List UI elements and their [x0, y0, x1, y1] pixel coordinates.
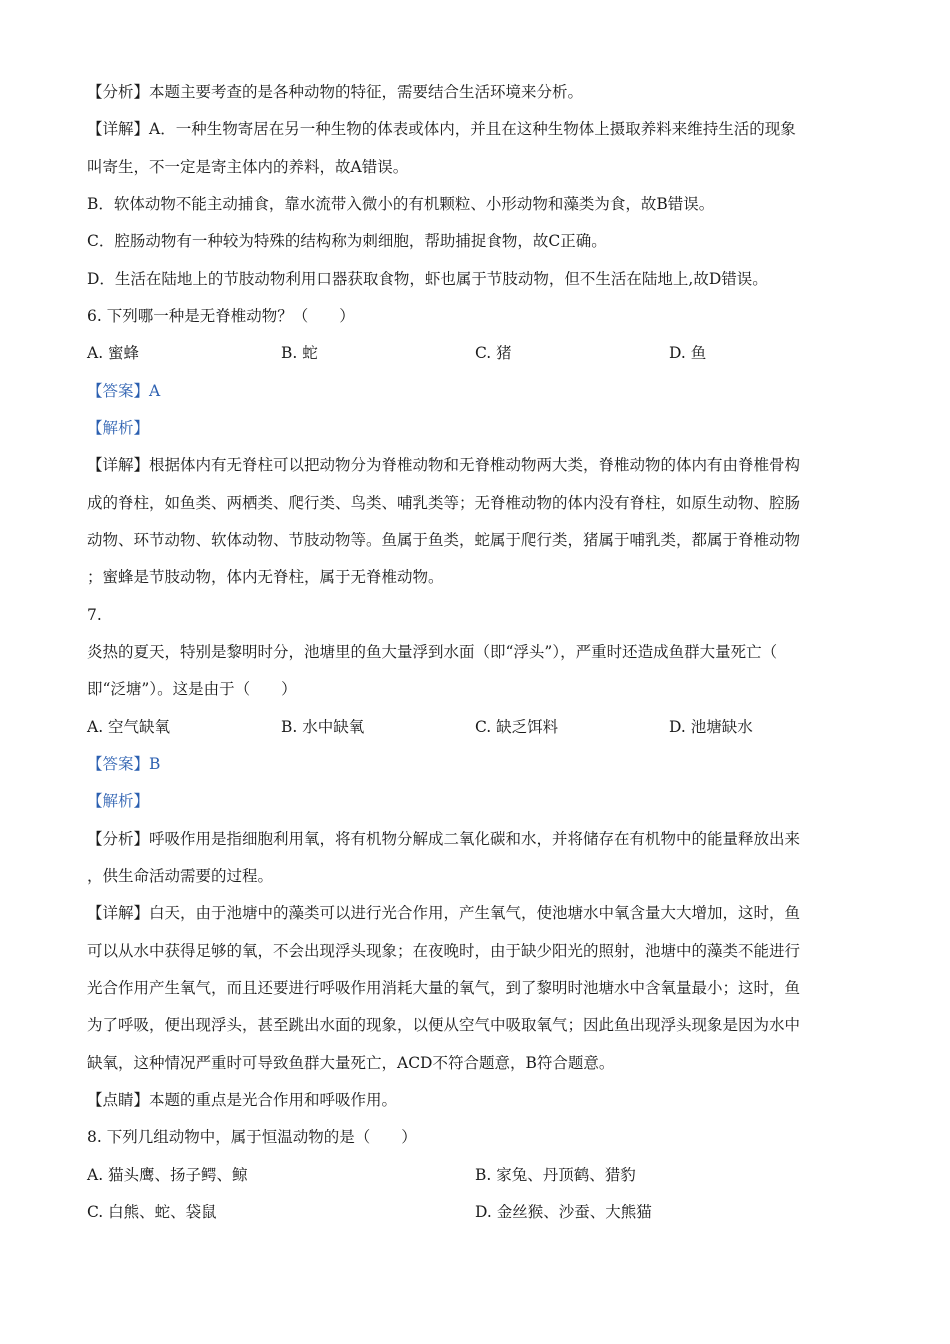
question-7-detail-2: 可以从水中获得足够的氧，不会出现浮头现象；在夜晚时，由于缺少阳光的照射，池塘中的藻类不能进行 [87, 942, 801, 960]
detail-line-q5-a: 【详解】A．一种生物寄居在另一种生物的体表或体内，并且在这种生物体上摄取养料来维持生活的现象 [87, 120, 796, 138]
option-d: D. 金丝猴、沙蚕、大熊猫 [475, 1203, 652, 1221]
detail-line-q5-c: C．腔肠动物有一种较为特殊的结构称为刺细胞，帮助捕捉食物，故C正确。 [87, 232, 607, 250]
option-b: B. 水中缺氧 [281, 718, 365, 736]
question-8-stem: 8. 下列几组动物中，属于恒温动物的是（ ） [87, 1128, 417, 1146]
option-c: C. 缺乏饵料 [475, 718, 559, 736]
question-7-analysis-1: 【分析】呼吸作用是指细胞利用氧，将有机物分解成二氧化碳和水，并将储存在有机物中的能量释放出来 [87, 830, 801, 848]
question-6-answer [87, 381, 867, 401]
question-6-detail-2: 成的脊柱，如鱼类、两栖类、爬行类、鸟类、哺乳类等；无脊椎动物的体内没有脊柱，如原生动物、腔肠 [87, 494, 801, 512]
question-7-analysis-label: 【解析】 [87, 792, 150, 810]
question-6-options [87, 343, 867, 363]
question-7-stem-2: 即“泛塘”）。这是由于（ ） [87, 680, 297, 698]
option-d: D. 鱼 [669, 344, 707, 362]
option-b: B. 蛇 [281, 344, 318, 362]
option-a: A. 猫头鹰、扬子鳄、鲸 [87, 1166, 248, 1184]
detail-line-q5-a-cont: 叫寄生，不一定是寄主体内的养料，故A错误。 [87, 158, 409, 176]
answer-label: 【答案】B [87, 755, 161, 773]
question-7-stem-1: 炎热的夏天，特别是黎明时分，池塘里的鱼大量浮到水面（即“浮头”），严重时还造成鱼群大量死亡（ [87, 643, 778, 661]
detail-line-q5-b: B．软体动物不能主动捕食，靠水流带入微小的有机颗粒、小形动物和藻类为食，故B错误。 [87, 195, 715, 213]
option-a: A. 空气缺氧 [87, 718, 171, 736]
question-7-answer [87, 754, 867, 774]
answer-label: 【答案】A [87, 382, 161, 400]
option-a: A. 蜜蜂 [87, 344, 140, 362]
question-6-stem: 6. 下列哪一种是无脊椎动物？（ ） [87, 307, 355, 325]
detail-line-q5-d: D．生活在陆地上的节肢动物利用口器获取食物，虾也属于节肢动物，但不生活在陆地上,故D错误。 [87, 270, 768, 288]
question-8-options-row-1 [87, 1165, 867, 1185]
question-7-detail-1: 【详解】白天，由于池塘中的藻类可以进行光合作用，产生氧气，使池塘水中氧含量大大增加，这时，鱼 [87, 904, 801, 922]
question-7-detail-3: 光合作用产生氧气，而且还要进行呼吸作用消耗大量的氧气，到了黎明时池塘水中含氧量最小；这时，鱼 [87, 979, 801, 997]
analysis-line-q5: 【分析】本题主要考查的是各种动物的特征，需要结合生活环境来分析。 [87, 83, 584, 101]
question-7-analysis-2: ，供生命活动需要的过程。 [87, 867, 274, 885]
question-7-detail-5: 缺氧，这种情况严重时可导致鱼群大量死亡，ACD不符合题意，B符合题意。 [87, 1054, 615, 1072]
option-d: D. 池塘缺水 [669, 718, 753, 736]
option-c: C. 白熊、蛇、袋鼠 [87, 1203, 217, 1221]
question-6-analysis-label: 【解析】 [87, 419, 150, 437]
question-7-options [87, 717, 867, 737]
question-6-detail-1: 【详解】根据体内有无脊柱可以把动物分为脊椎动物和无脊椎动物两大类，脊椎动物的体内有由脊椎骨构 [87, 456, 801, 474]
question-6-detail-3: 动物、环节动物、软体动物、节肢动物等。鱼属于鱼类，蛇属于爬行类，猪属于哺乳类，都属于脊椎动物 [87, 531, 801, 549]
question-8-options-row-2 [87, 1202, 867, 1222]
question-7-comment: 【点睛】本题的重点是光合作用和呼吸作用。 [87, 1091, 398, 1109]
question-6-detail-4: ；蜜蜂是节肢动物，体内无脊柱，属于无脊椎动物。 [87, 568, 444, 586]
question-7-detail-4: 为了呼吸，便出现浮头，甚至跳出水面的现象，以便从空气中吸取氧气；因此鱼出现浮头现象是因为水中 [87, 1016, 801, 1034]
option-c: C. 猪 [475, 344, 512, 362]
option-b: B. 家兔、丹顶鹤、猎豹 [475, 1166, 636, 1184]
question-7-number: 7. [87, 606, 102, 624]
